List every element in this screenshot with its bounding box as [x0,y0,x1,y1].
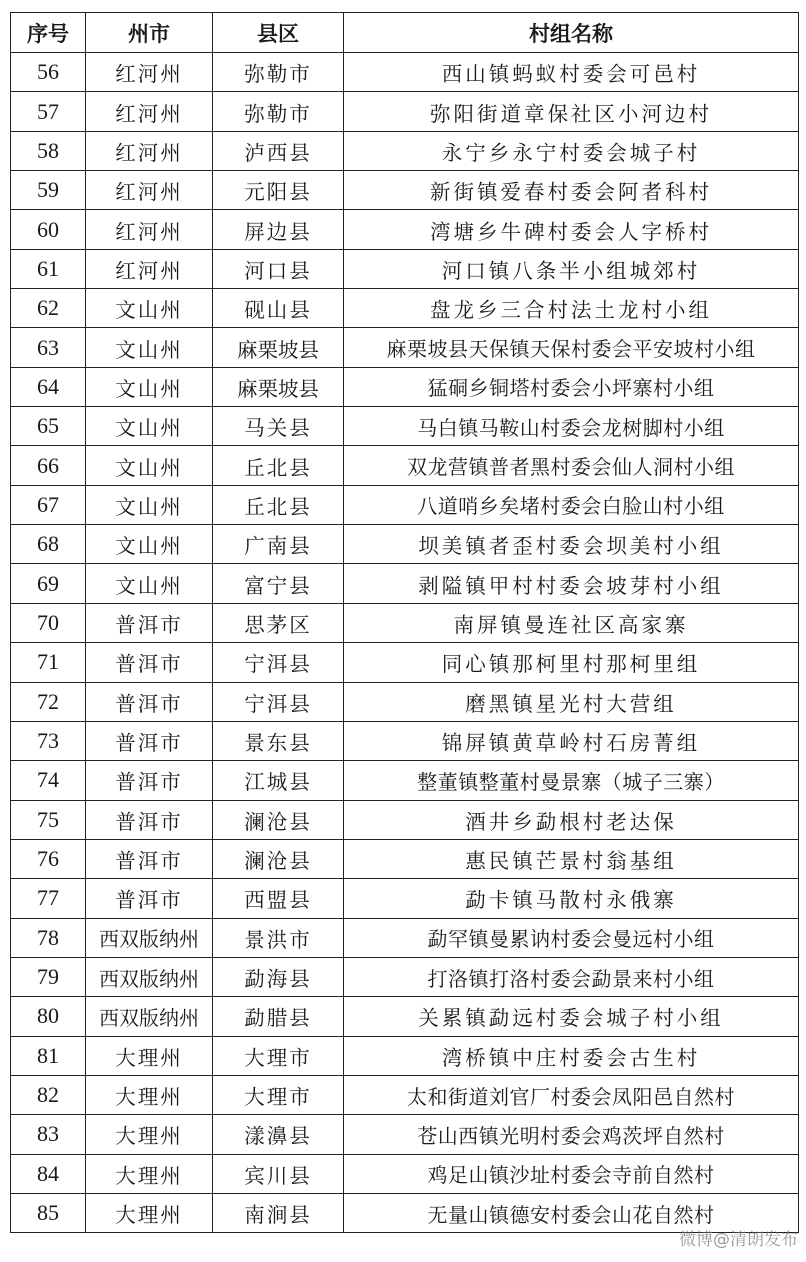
cell-seq: 60 [11,210,86,249]
table-row [11,328,799,367]
cell-county: 漾濞县 [213,1115,344,1154]
cell-city: 普洱市 [86,721,213,760]
cell-village-name: 苍山西镇光明村委会鸡茨坪自然村 [344,1115,799,1154]
cell-village-name: 西山镇蚂蚁村委会可邑村 [344,53,799,92]
cell-city: 普洱市 [86,839,213,878]
cell-village-name: 双龙营镇普者黑村委会仙人洞村小组 [344,446,799,485]
cell-seq: 61 [11,249,86,288]
cell-city: 红河州 [86,171,213,210]
table-row [11,997,799,1036]
table-header-row [11,13,799,53]
table-row [11,721,799,760]
village-list-table [10,12,799,1233]
cell-city: 大理州 [86,1193,213,1232]
cell-city: 红河州 [86,92,213,131]
weibo-watermark: 微博@清朗发布 [679,1230,798,1250]
cell-city: 普洱市 [86,682,213,721]
cell-county: 澜沧县 [213,800,344,839]
table-row [11,957,799,996]
cell-county: 思茅区 [213,603,344,642]
cell-seq: 78 [11,918,86,957]
cell-county: 大理市 [213,1075,344,1114]
cell-seq: 59 [11,171,86,210]
cell-seq: 74 [11,761,86,800]
cell-county: 宁洱县 [213,643,344,682]
cell-village-name: 湾塘乡牛碑村委会人字桥村 [344,210,799,249]
cell-county: 丘北县 [213,485,344,524]
cell-village-name: 剥隘镇甲村村委会坡芽村小组 [344,564,799,603]
cell-county: 大理市 [213,1036,344,1075]
header-village: 村组名称 [344,13,799,53]
cell-seq: 65 [11,407,86,446]
cell-county: 勐腊县 [213,997,344,1036]
cell-village-name: 湾桥镇中庄村委会古生村 [344,1036,799,1075]
cell-city: 普洱市 [86,643,213,682]
cell-county: 江城县 [213,761,344,800]
cell-village-name: 盘龙乡三合村法土龙村小组 [344,289,799,328]
cell-city: 西双版纳州 [86,957,213,996]
cell-county: 河口县 [213,249,344,288]
cell-county: 麻栗坡县 [213,367,344,406]
cell-village-name: 新街镇爱春村委会阿者科村 [344,171,799,210]
cell-city: 大理州 [86,1075,213,1114]
cell-village-name: 无量山镇德安村委会山花自然村 [344,1193,799,1232]
table-row [11,92,799,131]
cell-county: 弥勒市 [213,53,344,92]
cell-county: 富宁县 [213,564,344,603]
cell-city: 普洱市 [86,761,213,800]
header-county: 县区 [213,13,344,53]
cell-village-name: 永宁乡永宁村委会城子村 [344,131,799,170]
cell-seq: 82 [11,1075,86,1114]
table-row [11,761,799,800]
cell-county: 屏边县 [213,210,344,249]
table-row [11,171,799,210]
cell-city: 大理州 [86,1115,213,1154]
cell-seq: 64 [11,367,86,406]
cell-county: 景东县 [213,721,344,760]
cell-village-name: 关累镇勐远村委会城子村小组 [344,997,799,1036]
cell-seq: 72 [11,682,86,721]
cell-county: 泸西县 [213,131,344,170]
table-row [11,131,799,170]
cell-city: 文山州 [86,367,213,406]
cell-seq: 63 [11,328,86,367]
cell-county: 景洪市 [213,918,344,957]
table-row [11,289,799,328]
cell-village-name: 八道哨乡矣堵村委会白脸山村小组 [344,485,799,524]
table-row [11,1115,799,1154]
cell-city: 文山州 [86,525,213,564]
cell-county: 马关县 [213,407,344,446]
cell-city: 普洱市 [86,879,213,918]
cell-city: 文山州 [86,485,213,524]
table-row [11,603,799,642]
table-body [11,53,799,1233]
cell-village-name: 酒井乡勐根村老达保 [344,800,799,839]
cell-village-name: 勐罕镇曼累讷村委会曼远村小组 [344,918,799,957]
table-row [11,249,799,288]
cell-seq: 80 [11,997,86,1036]
cell-village-name: 坝美镇者歪村委会坝美村小组 [344,525,799,564]
cell-city: 大理州 [86,1154,213,1193]
table-row [11,53,799,92]
cell-city: 红河州 [86,210,213,249]
cell-village-name: 太和街道刘官厂村委会凤阳邑自然村 [344,1075,799,1114]
cell-county: 砚山县 [213,289,344,328]
cell-city: 文山州 [86,407,213,446]
cell-county: 麻栗坡县 [213,328,344,367]
table-row [11,839,799,878]
table-row [11,564,799,603]
cell-city: 红河州 [86,53,213,92]
cell-village-name: 惠民镇芒景村翁基组 [344,839,799,878]
cell-city: 文山州 [86,328,213,367]
cell-seq: 79 [11,957,86,996]
table-row [11,367,799,406]
cell-city: 文山州 [86,446,213,485]
table-row [11,210,799,249]
cell-seq: 77 [11,879,86,918]
cell-seq: 66 [11,446,86,485]
cell-county: 澜沧县 [213,839,344,878]
cell-city: 西双版纳州 [86,918,213,957]
cell-village-name: 勐卡镇马散村永俄寨 [344,879,799,918]
cell-village-name: 河口镇八条半小组城郊村 [344,249,799,288]
cell-village-name: 锦屏镇黄草岭村石房菁组 [344,721,799,760]
cell-city: 西双版纳州 [86,997,213,1036]
cell-seq: 73 [11,721,86,760]
cell-seq: 83 [11,1115,86,1154]
cell-city: 普洱市 [86,603,213,642]
table-row [11,485,799,524]
cell-seq: 71 [11,643,86,682]
cell-seq: 68 [11,525,86,564]
cell-city: 红河州 [86,131,213,170]
cell-city: 红河州 [86,249,213,288]
cell-village-name: 马白镇马鞍山村委会龙树脚村小组 [344,407,799,446]
cell-city: 普洱市 [86,800,213,839]
cell-seq: 75 [11,800,86,839]
table-row [11,643,799,682]
table-row [11,682,799,721]
table-row [11,446,799,485]
cell-seq: 62 [11,289,86,328]
cell-seq: 67 [11,485,86,524]
table-row [11,1036,799,1075]
table-row [11,407,799,446]
cell-seq: 57 [11,92,86,131]
cell-county: 南涧县 [213,1193,344,1232]
header-seq: 序号 [11,13,86,53]
cell-county: 西盟县 [213,879,344,918]
cell-city: 大理州 [86,1036,213,1075]
cell-village-name: 同心镇那柯里村那柯里组 [344,643,799,682]
cell-seq: 56 [11,53,86,92]
cell-county: 广南县 [213,525,344,564]
cell-seq: 76 [11,839,86,878]
cell-county: 弥勒市 [213,92,344,131]
header-city: 州市 [86,13,213,53]
cell-village-name: 猛硐乡铜塔村委会小坪寨村小组 [344,367,799,406]
cell-village-name: 弥阳街道章保社区小河边村 [344,92,799,131]
cell-county: 元阳县 [213,171,344,210]
table-row [11,1154,799,1193]
table-row [11,525,799,564]
cell-village-name: 磨黑镇星光村大营组 [344,682,799,721]
cell-county: 丘北县 [213,446,344,485]
cell-seq: 84 [11,1154,86,1193]
cell-village-name: 鸡足山镇沙址村委会寺前自然村 [344,1154,799,1193]
cell-seq: 58 [11,131,86,170]
cell-county: 勐海县 [213,957,344,996]
table-row [11,800,799,839]
cell-seq: 85 [11,1193,86,1232]
cell-village-name: 南屏镇曼连社区高家寨 [344,603,799,642]
cell-county: 宁洱县 [213,682,344,721]
cell-seq: 69 [11,564,86,603]
table-row [11,1075,799,1114]
table-row [11,879,799,918]
cell-county: 宾川县 [213,1154,344,1193]
cell-city: 文山州 [86,564,213,603]
cell-seq: 81 [11,1036,86,1075]
cell-village-name: 麻栗坡县天保镇天保村委会平安坡村小组 [344,328,799,367]
table-row [11,918,799,957]
cell-village-name: 打洛镇打洛村委会勐景来村小组 [344,957,799,996]
cell-village-name: 整董镇整董村曼景寨（城子三寨） [344,761,799,800]
cell-seq: 70 [11,603,86,642]
cell-city: 文山州 [86,289,213,328]
